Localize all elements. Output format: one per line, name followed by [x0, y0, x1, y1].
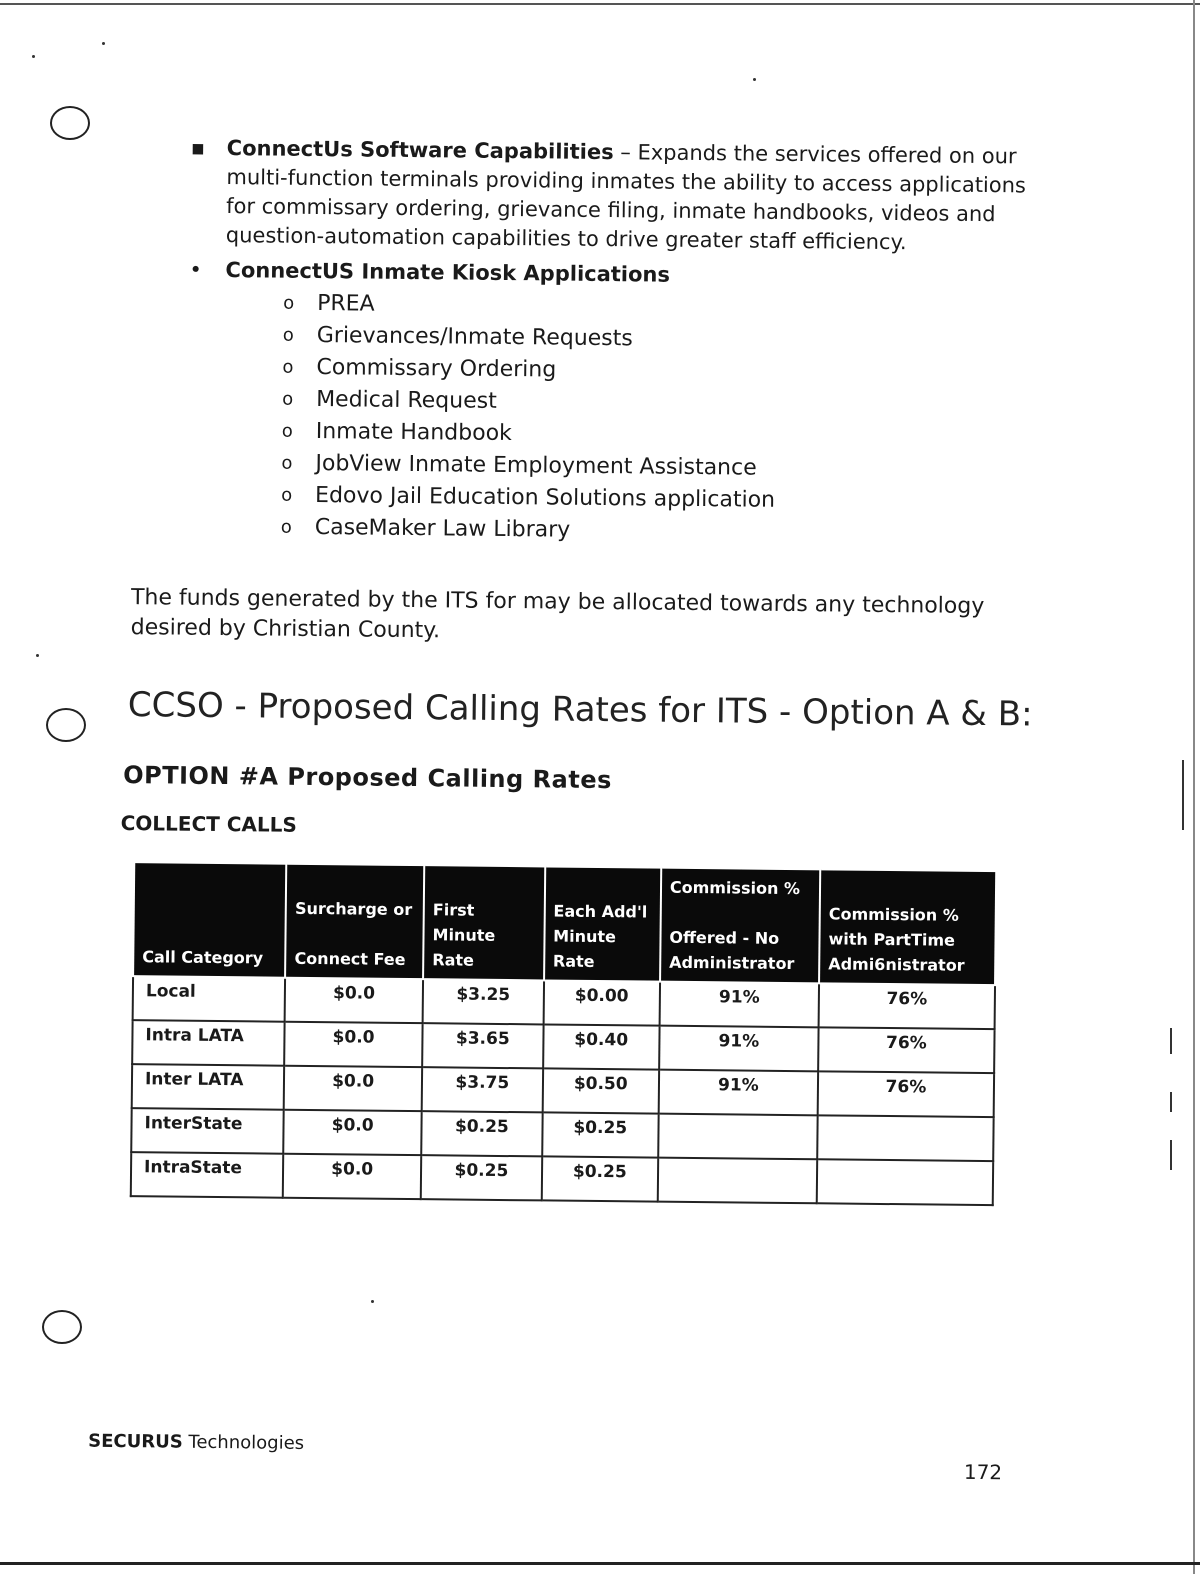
rate-cell: $0.0: [284, 1022, 422, 1067]
brand-suffix: Technologies: [182, 1431, 305, 1454]
rates-header-row: [133, 862, 996, 985]
funds-paragraph: The funds generated by the ITS for may be allocated towards any technology desired by Christian County.: [130, 585, 985, 644]
rate-cell: $0.25: [541, 1156, 658, 1201]
rate-cell: [817, 1115, 993, 1161]
kiosk-app-label: CaseMaker Law Library: [314, 515, 571, 543]
rate-cell: $0.0: [283, 1154, 421, 1199]
bullet-heading: ConnectUS Inmate Kiosk Applications: [225, 258, 671, 287]
column-header: Call Category: [133, 862, 286, 978]
rate-cell: 76%: [818, 1071, 994, 1117]
call-category-cell: Intra LATA: [132, 1020, 285, 1066]
rate-cell: 76%: [818, 1027, 994, 1073]
column-header: Commission % Offered - No Administrator: [660, 868, 820, 984]
rate-cell: $0.25: [542, 1112, 659, 1157]
option-title: OPTION #A Proposed Calling Rates: [123, 761, 612, 795]
call-category-cell: Local: [133, 976, 286, 1022]
square-bullet-icon: ▪: [190, 135, 206, 160]
call-category-cell: Inter LATA: [132, 1064, 285, 1110]
rate-cell: [658, 1114, 818, 1160]
bullet-software-capabilities: [190, 134, 1031, 259]
footer-brand: [88, 1431, 304, 1454]
hollow-bullet-icon: o: [282, 324, 294, 346]
call-category-cell: IntraState: [131, 1152, 284, 1198]
capabilities-list: [187, 134, 1031, 558]
column-header: First Minute Rate: [423, 865, 545, 980]
kiosk-app-label: Grievances/Inmate Requests: [316, 323, 633, 352]
kiosk-app-label: PREA: [317, 291, 375, 317]
table-row: [131, 1152, 993, 1205]
bullet-text: – Expands the services offered on our multi-function terminals providing inmates the ability to access applications for commissary ordering, grievance filing, inmate handbooks, videos and question-automation capabilities to drive greater staff efficiency.: [225, 140, 1027, 255]
kiosk-app-list: [281, 288, 1030, 552]
hollow-bullet-icon: o: [281, 484, 293, 506]
round-bullet-icon: •: [189, 257, 202, 282]
hollow-bullet-icon: o: [281, 420, 293, 442]
kiosk-app-label: Medical Request: [316, 387, 497, 414]
rate-cell: $0.25: [421, 1111, 542, 1156]
rate-cell: 91%: [659, 1070, 819, 1116]
hollow-bullet-icon: o: [283, 292, 295, 314]
hollow-bullet-icon: o: [282, 356, 294, 378]
kiosk-app-label: Commissary Ordering: [316, 355, 557, 383]
rate-cell: 76%: [819, 983, 995, 1029]
bullet-heading: ConnectUs Software Capabilities: [226, 136, 614, 165]
bullet-kiosk-applications: [187, 256, 1030, 552]
hollow-bullet-icon: o: [280, 516, 292, 538]
column-header: Commission % with PartTime Admi6nistrator: [819, 869, 996, 985]
column-header: Each Add'l Minute Rate: [544, 866, 661, 981]
hollow-bullet-icon: o: [281, 452, 293, 474]
rate-cell: $3.75: [422, 1067, 543, 1112]
rate-cell: $0.0: [284, 1066, 422, 1111]
kiosk-app-label: Edovo Jail Education Solutions application: [314, 483, 776, 513]
rate-cell: [817, 1159, 993, 1205]
kiosk-app-label: JobView Inmate Employment Assistance: [315, 451, 757, 481]
rate-cell: [658, 1158, 818, 1204]
page-number: 172: [963, 1459, 1003, 1485]
rate-cell: $3.65: [422, 1023, 543, 1068]
rate-cell: $0.0: [285, 978, 423, 1023]
brand-name: SECURUS: [88, 1430, 183, 1453]
rate-cell: $0.40: [543, 1024, 660, 1069]
hollow-bullet-icon: o: [282, 388, 294, 410]
rate-cell: $0.25: [421, 1155, 542, 1200]
section-title: CCSO - Proposed Calling Rates for ITS - Option A & B:: [127, 685, 1033, 735]
rate-cell: $3.25: [423, 979, 544, 1024]
kiosk-app-label: Inmate Handbook: [315, 419, 512, 447]
collect-calls-title: COLLECT CALLS: [120, 810, 297, 837]
rate-cell: 91%: [659, 982, 819, 1028]
rate-cell: 91%: [659, 1026, 819, 1072]
rate-cell: $0.0: [283, 1110, 421, 1155]
column-header: Surcharge or Connect Fee: [285, 864, 424, 979]
rates-body: [131, 976, 995, 1205]
rate-cell: $0.50: [542, 1068, 659, 1113]
call-category-cell: InterState: [131, 1108, 284, 1154]
kiosk-app-item: [281, 512, 1027, 552]
rate-cell: $0.00: [543, 980, 660, 1025]
rates-table: [130, 861, 997, 1206]
